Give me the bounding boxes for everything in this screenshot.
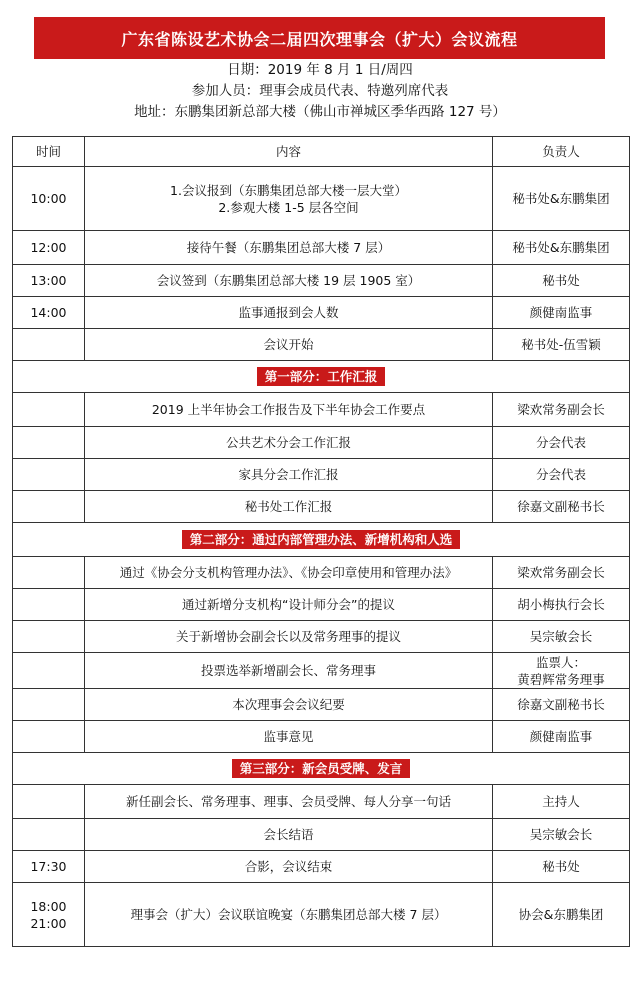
content-line: 接待午餐（东鹏集团总部大楼 7 层）	[186, 240, 391, 255]
content-cell	[85, 785, 493, 819]
time-cell	[13, 167, 85, 231]
person-line: 主持人	[542, 794, 580, 809]
content-line: 监事通报到会人数	[238, 305, 339, 320]
meeting-date: 日期：2019 年 8 月 1 日/周四	[227, 62, 413, 78]
person-cell	[493, 721, 630, 753]
table-row	[13, 851, 630, 883]
page-title: 广东省陈设艺术协会二届四次理事会（扩大）会议流程	[34, 17, 605, 59]
content-cell	[85, 167, 493, 231]
time-text: 18:00 21:00	[30, 898, 67, 931]
person-cell	[493, 589, 630, 621]
table-row	[13, 589, 630, 621]
person-cell	[493, 621, 630, 653]
content-line: 本次理事会会议纪要	[232, 697, 345, 712]
content-cell	[85, 557, 493, 589]
table-row	[13, 393, 630, 427]
header-time: 时间	[13, 137, 85, 167]
person-line: 梁欢常务副会长	[517, 565, 605, 580]
content-line: 2.参观大楼 1-5 层各空间	[218, 199, 359, 215]
content-line: 通过《协会分支机构管理办法》、《协会印章使用和管理办法》	[119, 565, 458, 580]
content-line: 会议开始	[263, 337, 314, 352]
time-cell	[13, 491, 85, 523]
person-line: 秘书处	[542, 859, 580, 874]
content-line: 通过新增分支机构“设计师分会”的提议	[182, 597, 395, 612]
table-row	[13, 329, 630, 361]
time-cell	[13, 819, 85, 851]
person-cell	[493, 265, 630, 297]
table-row	[13, 167, 630, 231]
person-cell	[493, 851, 630, 883]
section-row	[13, 361, 630, 393]
time-cell	[13, 653, 85, 689]
person-line: 徐嘉文副秘书长	[517, 697, 605, 712]
time-text: 12:00	[30, 240, 67, 255]
time-cell	[13, 589, 85, 621]
content-line: 投票选举新增副会长、常务理事	[200, 663, 376, 678]
table-row	[13, 459, 630, 491]
table-row	[13, 785, 630, 819]
time-cell	[13, 265, 85, 297]
person-line: 胡小梅执行会长	[517, 597, 605, 612]
person-cell	[493, 785, 630, 819]
time-cell	[13, 851, 85, 883]
person-cell	[493, 819, 630, 851]
person-line: 分会代表	[535, 467, 586, 482]
header-content: 内容	[85, 137, 493, 167]
person-cell	[493, 491, 630, 523]
section-label: 第二部分：通过内部管理办法、新增机构和人选	[182, 530, 461, 549]
person-line: 秘书处-伍雪颖	[521, 337, 601, 352]
section-label: 第一部分：工作汇报	[257, 367, 386, 386]
content-cell	[85, 589, 493, 621]
content-line: 新任副会长、常务理事、理事、会员受牌、每人分享一句话	[125, 794, 451, 809]
table-row	[13, 231, 630, 265]
content-cell	[85, 329, 493, 361]
person-line: 分会代表	[535, 435, 586, 450]
person-line: 梁欢常务副会长	[517, 402, 605, 417]
time-cell	[13, 231, 85, 265]
person-cell	[493, 297, 630, 329]
time-cell	[13, 297, 85, 329]
time-cell	[13, 427, 85, 459]
time-cell	[13, 459, 85, 491]
content-cell	[85, 265, 493, 297]
person-line: 颜健南监事	[529, 729, 593, 744]
table-row	[13, 557, 630, 589]
content-line: 会长结语	[263, 827, 314, 842]
time-cell	[13, 393, 85, 427]
content-cell	[85, 621, 493, 653]
person-line: 秘书处&东鹏集团	[512, 191, 610, 206]
person-line: 黄碧辉常务理事	[517, 671, 605, 687]
content-line: 2019 上半年协会工作报告及下半年协会工作要点	[151, 402, 426, 417]
time-cell	[13, 557, 85, 589]
content-cell	[85, 231, 493, 265]
content-cell	[85, 883, 493, 947]
content-cell	[85, 491, 493, 523]
table-row	[13, 689, 630, 721]
meeting-participants: 参加人员：理事会成员代表、特邀列席代表	[191, 83, 449, 99]
table-row	[13, 883, 630, 947]
person-cell	[493, 689, 630, 721]
person-cell	[493, 231, 630, 265]
table-row	[13, 427, 630, 459]
table-row	[13, 491, 630, 523]
time-cell	[13, 721, 85, 753]
person-line: 秘书处&东鹏集团	[512, 240, 610, 255]
person-line: 颜健南监事	[529, 305, 593, 320]
person-line: 吴宗敏会长	[529, 629, 593, 644]
content-cell	[85, 653, 493, 689]
person-line: 徐嘉文副秘书长	[517, 499, 605, 514]
section-row	[13, 523, 630, 557]
content-line: 秘书处工作汇报	[244, 499, 333, 514]
section-row	[13, 753, 630, 785]
content-line: 家具分会工作汇报	[238, 467, 339, 482]
content-line: 会议签到（东鹏集团总部大楼 19 层 1905 室）	[156, 273, 421, 288]
person-cell	[493, 459, 630, 491]
time-text: 10:00	[30, 191, 67, 206]
time-cell	[13, 621, 85, 653]
time-text: 17:30	[30, 859, 67, 874]
time-cell	[13, 883, 85, 947]
person-cell	[493, 427, 630, 459]
content-line: 1.会议报到（东鹏集团总部大楼一层大堂）	[170, 182, 407, 198]
table-row	[13, 297, 630, 329]
table-row	[13, 819, 630, 851]
content-line: 公共艺术分会工作汇报	[225, 435, 351, 450]
content-cell	[85, 851, 493, 883]
content-cell	[85, 721, 493, 753]
content-line: 合影，会议结束	[244, 859, 333, 874]
person-cell	[493, 653, 630, 689]
content-cell	[85, 689, 493, 721]
time-text: 14:00	[30, 305, 67, 320]
table-row	[13, 621, 630, 653]
time-text: 13:00	[30, 273, 67, 288]
person-line: 监票人：	[535, 654, 586, 670]
person-cell	[493, 393, 630, 427]
content-cell	[85, 393, 493, 427]
meeting-address: 地址：东鹏集团新总部大楼（佛山市禅城区季华西路 127 号）	[134, 104, 506, 120]
table-row	[13, 265, 630, 297]
time-cell	[13, 329, 85, 361]
content-cell	[85, 427, 493, 459]
person-line: 吴宗敏会长	[529, 827, 593, 842]
table-header-row	[13, 137, 630, 167]
person-cell	[493, 557, 630, 589]
person-cell	[493, 883, 630, 947]
person-cell	[493, 329, 630, 361]
content-cell	[85, 297, 493, 329]
table-row	[13, 721, 630, 753]
time-cell	[13, 785, 85, 819]
content-line: 理事会（扩大）会议联谊晚宴（东鹏集团总部大楼 7 层）	[130, 907, 447, 922]
content-cell	[85, 819, 493, 851]
person-line: 协会&东鹏集团	[518, 907, 604, 922]
section-label: 第三部分：新会员受牌、发言	[232, 759, 411, 778]
content-line: 关于新增协会副会长以及常务理事的提议	[175, 629, 401, 644]
person-cell	[493, 167, 630, 231]
schedule-table	[12, 136, 630, 947]
header-person: 负责人	[493, 137, 630, 167]
time-cell	[13, 689, 85, 721]
content-line: 监事意见	[263, 729, 314, 744]
content-cell	[85, 459, 493, 491]
table-row	[13, 653, 630, 689]
person-line: 秘书处	[542, 273, 580, 288]
